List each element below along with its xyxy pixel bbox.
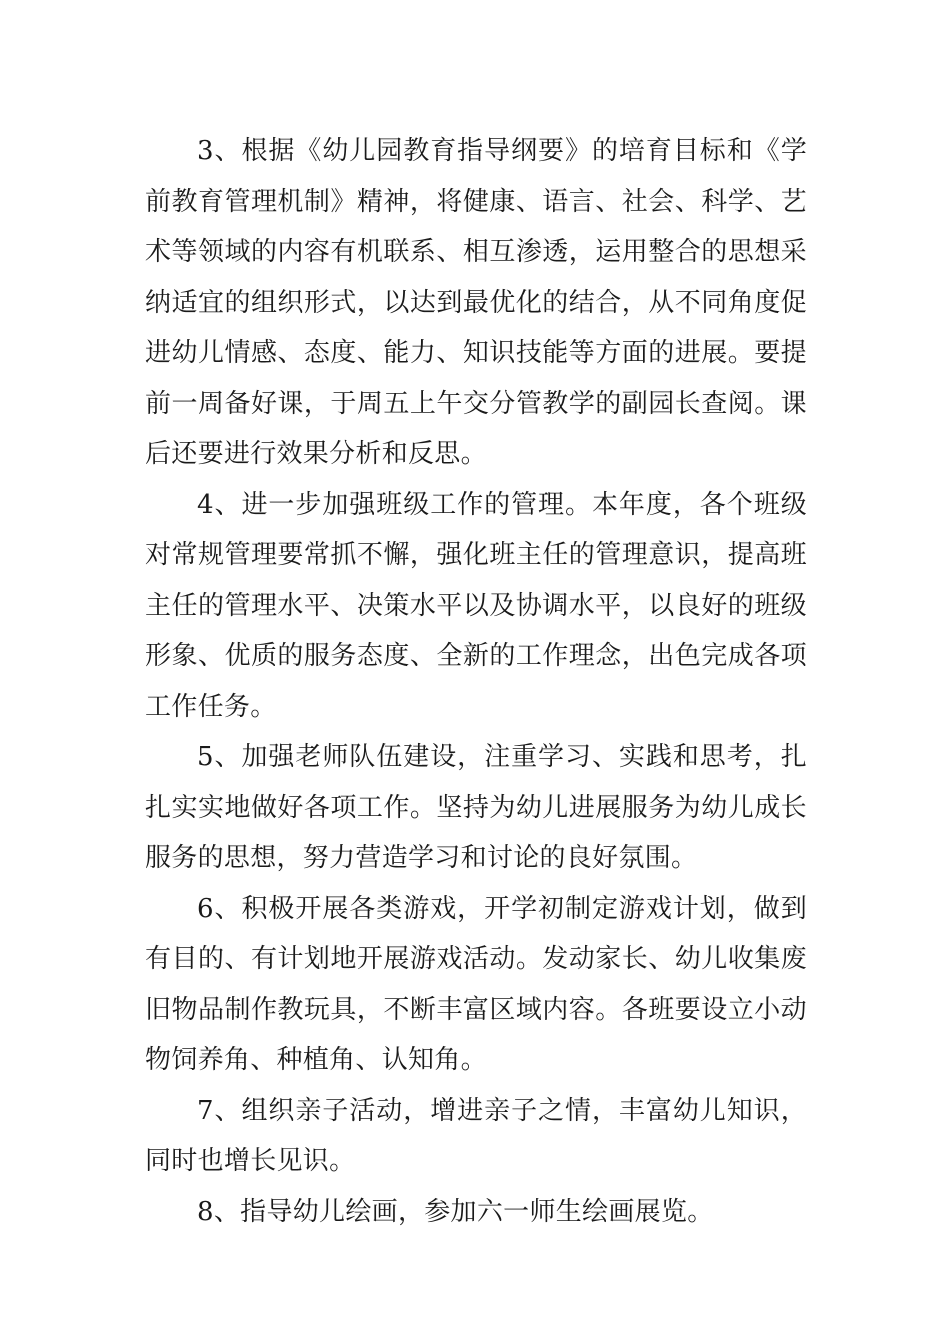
paragraph-item-5: 5、加强老师队伍建设，注重学习、实践和思考，扎扎实实地做好各项工作。坚持为幼儿进展服务为幼儿成长服务的思想，努力营造学习和讨论的良好氛围。 <box>145 742 807 873</box>
document-body <box>145 126 807 1237</box>
paragraph-item-8: 8、指导幼儿绘画，参加六一师生绘画展览。 <box>197 1196 714 1227</box>
paragraph-item-7: 7、组织亲子活动，增进亲子之情，丰富幼儿知识，同时也增长见识。 <box>145 1095 807 1176</box>
paragraph-item-4: 4、进一步加强班级工作的管理。本年度，各个班级对常规管理要常抓不懈，强化班主任的管理意识，提高班主任的管理水平、决策水平以及协调水平，以良好的班级形象、优质的服务态度、全新的工作理念，出色完成各项工作任务。 <box>145 489 807 722</box>
paragraph-item-3: 3、根据《幼儿园教育指导纲要》的培育目标和《学前教育管理机制》精神，将健康、语言、社会、科学、艺术等领域的内容有机联系、相互渗透，运用整合的思想采纳适宜的组织形式，以达到最优化的结合，从不同角度促进幼儿情感、态度、能力、知识技能等方面的进展。要提前一周备好课，于周五上午交分管教学的副园长查阅。课后还要进行效果分析和反思。 <box>145 136 807 469</box>
paragraph-item-6: 6、积极开展各类游戏，开学初制定游戏计划，做到有目的、有计划地开展游戏活动。发动家长、幼儿收集废旧物品制作教玩具，不断丰富区域内容。各班要设立小动物饲养角、种植角、认知角。 <box>145 893 807 1075</box>
